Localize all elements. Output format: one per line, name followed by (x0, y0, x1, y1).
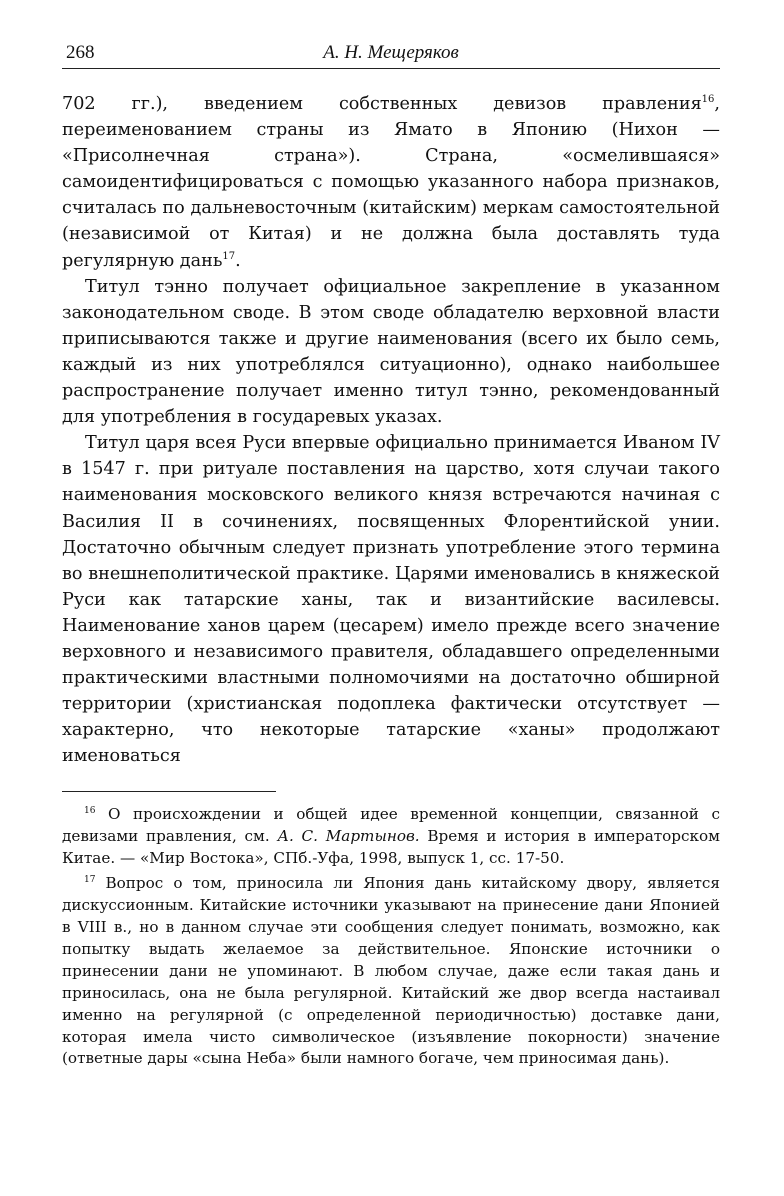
paragraph-1 (62, 91, 720, 274)
footnote-ref-17: 17 (222, 250, 236, 262)
paragraph-text: 702 гг.), введением собственных девизов правления (62, 94, 702, 114)
footnote-16 (62, 804, 720, 870)
footnote-mark: 17 (84, 875, 96, 886)
footnotes (62, 804, 720, 1070)
book-page (62, 38, 720, 1073)
footnote-text: Вопрос о том, приносила ли Япония дань китайскому двору, является дискуссионным. Китайские источники указывают на принесение дани Японией в VIII в., но в данном случае эти сообщения следует понимать, возможно, как попытку выдать желаемое за действительное. Японские источники о принесении дани не упоминают. В любом случае, даже если такая дань и приносилась, она не была регулярной. Китайский же двор всегда настаивал именно на регулярной (с определенной периодичностью) доставке дани, которая имела чисто символическое (изъявление покорности) значение (ответные дары «сына Неба» были намного богаче, чем приносимая дань). (62, 874, 720, 1068)
paragraph-text: . (235, 250, 241, 271)
paragraph-3: Титул царя всея Руси впервые официально принимается Иваном IV в 1547 г. при ритуале поставления на царство, хотя случаи такого наименования московского великого князя встречаются начиная с Василия II в сочинениях, посвященных Флорентийской унии. Достаточно обычным следует признать употребление этого термина во внешнеполитической практике. Царями именовались в княжеской Руси как татарские ханы, так и византийские василевсы. Наименование ханов царем (цесарем) имело прежде всего значение верховного и независимого правителя, обладавшего определенными практическими властными полномочиями на достаточно обширной территории (христианская подоплека фактически отсутствует — характерно, что некоторые татарские «ханы» продолжают именоваться (62, 433, 720, 767)
footnote-ref-16: 16 (701, 94, 715, 106)
footnote-text: Время и история в императорском Китае. — «Мир Востока», СПб.-Уфа, 1998, выпуск 1, сс. 17-50. (62, 827, 720, 868)
footnote-17 (62, 873, 720, 1070)
footnote-author: А. С. Мартынов. (277, 827, 420, 846)
main-text (62, 91, 720, 769)
page-header (62, 38, 720, 69)
footnote-mark: 16 (84, 806, 96, 817)
paragraph-2: Титул тэнно получает официальное закрепление в указанном законодательном своде. В этом своде обладателю верховной власти приписываются также и другие наименования (всего их было семь, каждый из них употреблялся ситуационно), однако наибольшее распространение получает именно титул тэнно, рекомендованный для употребления в государевых указах. (62, 276, 720, 428)
footnote-text: О происхождении и общей идее временной концепции, связанной с девизами правления, см. (62, 805, 720, 846)
paragraph-text: , переименованием страны из Ямато в Японию (Нихон — «Присолнечная страна»). Страна, «осмелившаяся» самоидентифицироваться с помощью указанного набора признаков, считалась по дальневосточным (китайским) меркам самостоятельной (независимой от Китая) и не должна была доставлять туда регулярную дань (62, 94, 720, 271)
page-number: 268 (66, 42, 95, 63)
running-title: А. Н. Мещеряков (323, 42, 459, 63)
footnote-divider (62, 791, 276, 792)
